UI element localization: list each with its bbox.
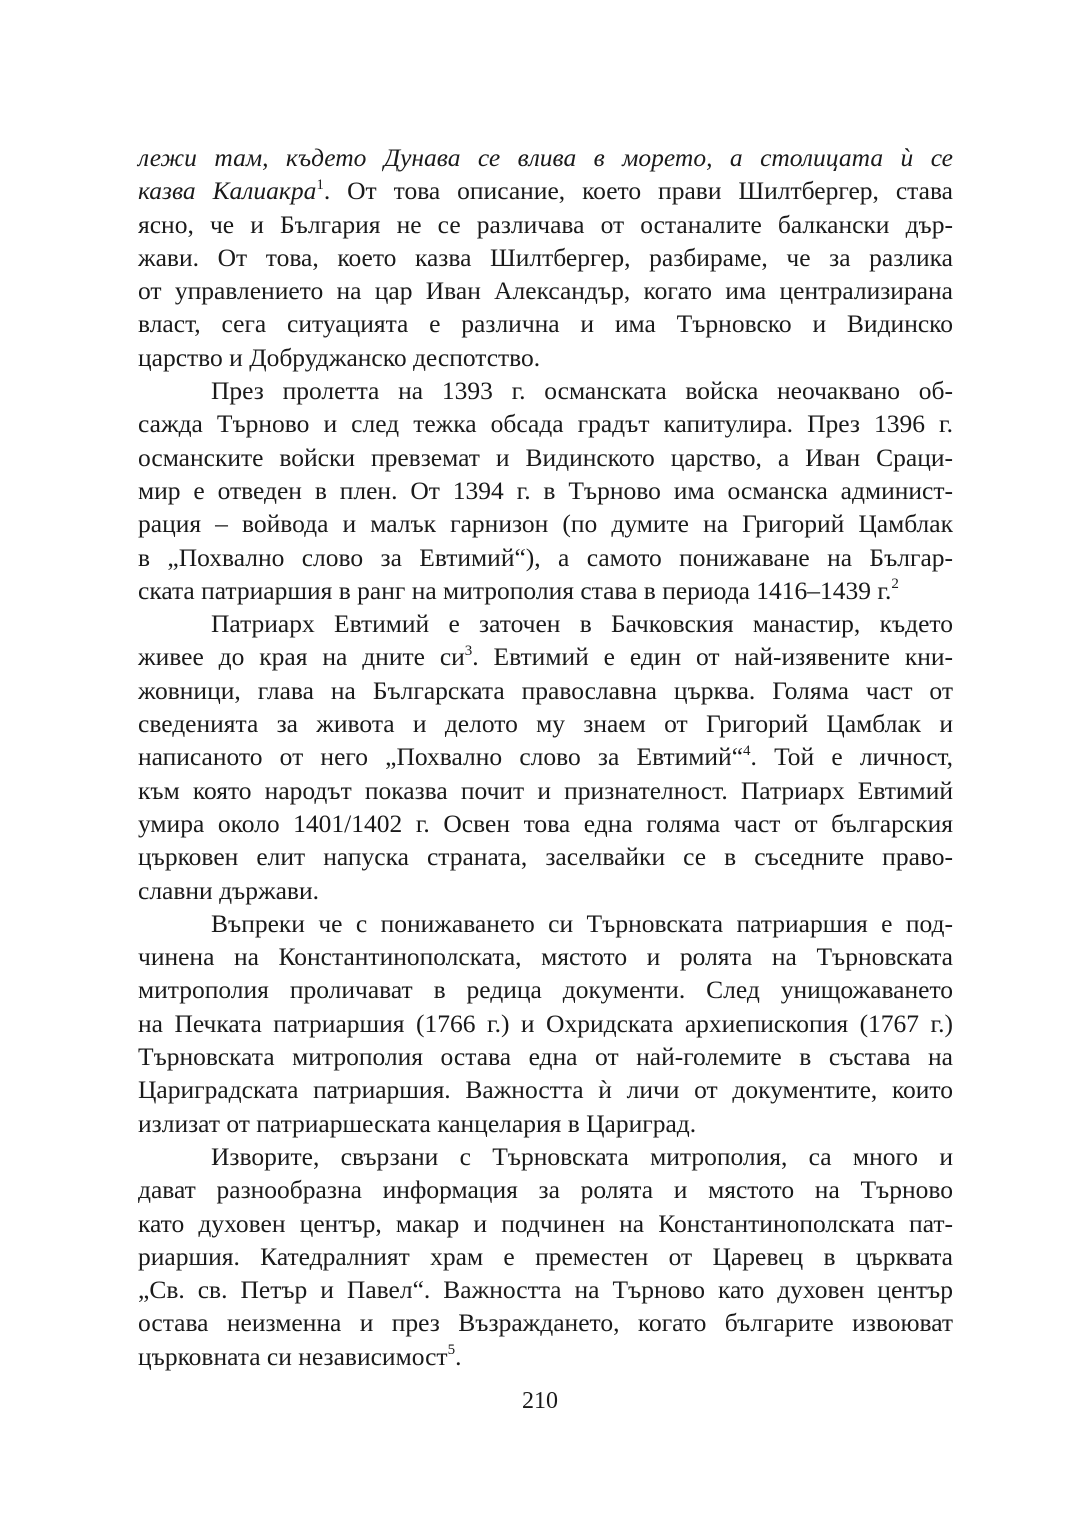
text-line (138, 740, 953, 773)
text-line (138, 507, 953, 540)
footnote-marker: 4 (743, 742, 751, 759)
text-run: . От това описание, което прави Шилтбергер, става (323, 176, 953, 206)
text-line (138, 208, 953, 241)
text-run: рация – войвода и малък гарнизон (по думите на Григорий Цамблак (138, 509, 953, 539)
text-run: жовници, глава на Българската православна църква. Голяма част от (138, 675, 953, 705)
text-line (138, 574, 953, 607)
footnote-marker: 3 (464, 642, 473, 659)
text-line (138, 874, 953, 907)
text-line (138, 1340, 953, 1373)
text-line (138, 1207, 953, 1240)
text-run: През пролетта на 1393 г. османската войска неочаквано об- (211, 376, 953, 406)
text-run: църковната си независимост (138, 1341, 448, 1371)
text-line (138, 1173, 953, 1206)
text-run: Цариградската патриаршия. Важността ѝ личи от документите, които (138, 1075, 953, 1105)
text-run: власт, сега ситуацията е различна и има Търновско и Видинско (138, 309, 953, 339)
text-line (138, 1040, 953, 1073)
paragraph-p4 (138, 907, 953, 1140)
page-body (138, 141, 953, 1373)
text-run: жави. От това, което казва Шилтбергер, разбираме, че за разлика (138, 242, 953, 272)
text-run: сажда Търново и след тежка обсада градът капитулира. През 1396 г. (138, 409, 953, 439)
text-line (138, 541, 953, 574)
text-run: Търновската митрополия остава една от най-големите в състава на (138, 1042, 953, 1072)
text-line (138, 1240, 953, 1273)
text-run: Въпреки че с понижаването си Търновската патриаршия е под- (211, 908, 953, 938)
text-line (138, 141, 953, 174)
footnote-marker: 2 (891, 576, 899, 593)
text-run: Изворите, свързани с Търновската митрополия, са много и (211, 1141, 953, 1171)
text-run: риаршия. Катедралният храм е преместен от Царевец в църквата (138, 1241, 953, 1271)
text-line (138, 307, 953, 340)
text-line (138, 707, 953, 740)
text-run: в „Похвално слово за Евтимий“), а самото понижаване на Българ- (138, 542, 953, 572)
text-run: излизат от патриаршеската канцелария в Цариград. (138, 1108, 697, 1138)
text-run: дават разнообразна информация за ролята и мястото на Търново (138, 1175, 953, 1205)
text-run: ясно, че и България не се различава от останалите балкански дър- (138, 209, 953, 239)
text-run: като духовен център, макар и подчинен на Константинополската пат- (138, 1208, 953, 1238)
text-line (138, 640, 953, 673)
text-run: към която народът показва почит и признателност. Патриарх Евтимий (138, 775, 953, 805)
text-run: . Той е личност, (750, 742, 953, 772)
text-run: Патриарх Евтимий е заточен в Бачковския манастир, където (211, 609, 953, 639)
text-line (138, 274, 953, 307)
paragraph-p5 (138, 1140, 953, 1373)
text-run: царство и Добруджанско деспотство. (138, 342, 541, 372)
text-run: ската патриаршия в ранг на митрополия става в периода 1416–1439 г. (138, 575, 892, 605)
text-run: мир е отведен в плен. От 1394 г. в Търново има османска админист- (138, 475, 953, 505)
text-line (138, 341, 953, 374)
text-line (138, 474, 953, 507)
footnote-marker: 5 (447, 1342, 456, 1359)
text-line (138, 607, 953, 640)
italic-text: казва Калиакра (138, 176, 317, 206)
paragraph-p1 (138, 141, 953, 374)
text-line (138, 374, 953, 407)
text-line (138, 1007, 953, 1040)
text-run: чинена на Константинополската, мястото и ролята на Търновската (138, 942, 953, 972)
text-line (138, 441, 953, 474)
text-run: църковен елит напуска страната, заселвайки се в съседните право- (138, 842, 953, 872)
text-run: от управлението на цар Иван Александър, когато има централизирана (138, 276, 953, 306)
text-run: остава неизменна и през Възраждането, когато българите извоюват (138, 1308, 953, 1338)
text-run: сведенията за живота и делото му знаем от Григорий Цамблак и (138, 709, 953, 739)
italic-text: лежи там, където Дунава се влива в морето, а столицата ѝ се (138, 143, 953, 172)
text-line (138, 807, 953, 840)
text-line (138, 1140, 953, 1173)
text-run: на Печката патриаршия (1766 г.) и Охридската архиепископия (1767 г.) (138, 1008, 953, 1038)
text-run: османските войски превземат и Видинското царство, а Иван Сраци- (138, 442, 953, 472)
paragraph-p2 (138, 374, 953, 607)
text-run: славни държави. (138, 875, 319, 905)
text-line (138, 973, 953, 1006)
text-line (138, 1073, 953, 1106)
text-line (138, 674, 953, 707)
text-run: написаното от него „Похвално слово за Евтимий“ (138, 742, 744, 772)
text-line (138, 407, 953, 440)
page-number: 210 (522, 1388, 558, 1414)
text-line (138, 1107, 953, 1140)
text-run: . (455, 1341, 462, 1371)
footnote-marker: 1 (316, 176, 324, 193)
text-line (138, 241, 953, 274)
text-line (138, 940, 953, 973)
text-run: „Св. св. Петър и Павел“. Важността на Търново като духовен център (138, 1275, 953, 1305)
text-line (138, 840, 953, 873)
text-line (138, 774, 953, 807)
text-line (138, 1306, 953, 1339)
text-line (138, 907, 953, 940)
text-run: живее до края на дните си (138, 642, 465, 672)
text-line (138, 174, 953, 207)
text-run: митрополия проличават в редица документи. След унищожаването (138, 975, 953, 1005)
text-run: . Евтимий е един от най-изявените кни- (472, 642, 953, 672)
paragraph-p3 (138, 607, 953, 907)
text-run: умира около 1401/1402 г. Освен това една голяма част от българския (138, 808, 953, 838)
text-line (138, 1273, 953, 1306)
